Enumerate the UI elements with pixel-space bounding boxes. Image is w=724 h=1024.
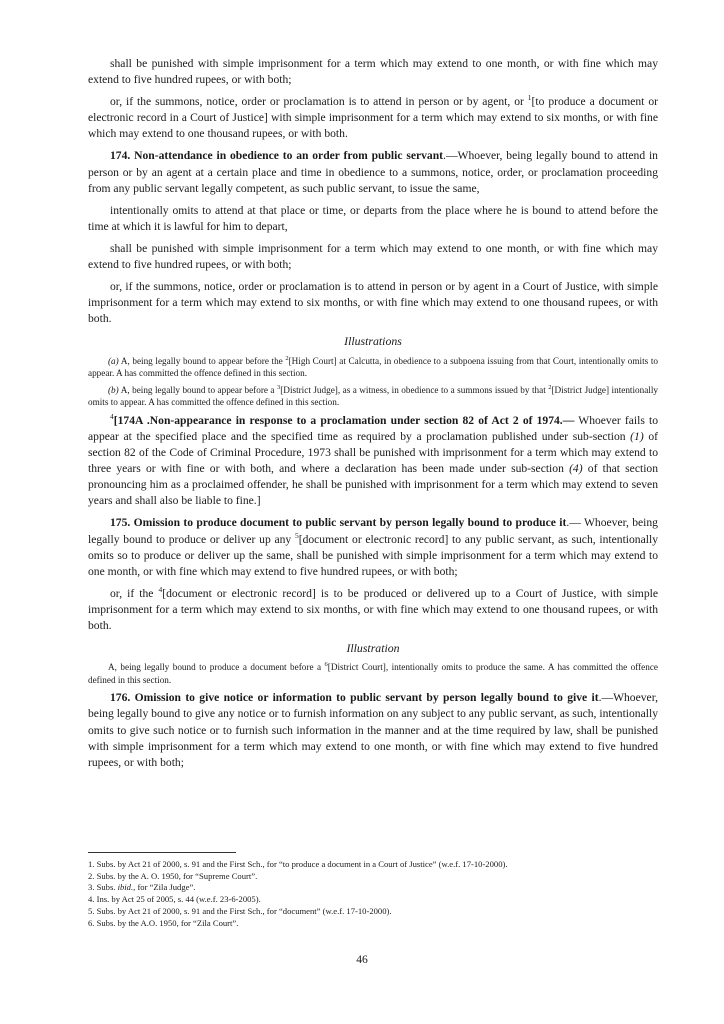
- footnote-5: 5. Subs. by Act 21 of 2000, s. 91 and the First Sch., for “document” (w.e.f. 17-10-2000).: [88, 905, 392, 916]
- footnote-4: 4. Ins. by Act 25 of 2005, s. 44 (w.e.f. 23-6-2005).: [88, 894, 261, 905]
- section-174-title: 174. Non-attendance in obedience to an order from public servant: [110, 149, 444, 163]
- section-175-title: 175. Omission to produce document to public servant by person legally bound to produce it: [110, 516, 567, 530]
- illustrations-heading: Illustrations: [344, 334, 402, 349]
- section-175: 175. Omission to produce document to public servant by person legally bound to produce it.— Whoever, being legally bound to produce or deliver up any $^5$[document or electronic record] to any public servant, as such, intentionally omits so to produce or deliver up the same, shall be punished with simple imprisonment for a term which may extend to one month, or with fine which may extend to five hundred rupees, or with both;: [88, 516, 658, 578]
- section-174a: $^4$[174A .Non-appearance in response to a proclamation under section 82 of Act 2 of 1974.— Whoever fails to appear at the specified place and the specified time as required by a proclamation published under sub-section (1) of section 82 of the Code of Criminal Procedure, 1973 shall be punished with imprisonment for a term which may extend to three years or with fine or with both, and where a declaration has been made under sub-section (4) of that section pronouncing him as a proclaimed offender, he shall be punished with imprisonment for a term which may extend to seven years and shall also be liable to fine.]: [88, 412, 659, 508]
- footnote-ref-2b[interactable]: 2: [548, 383, 552, 391]
- illustration-175: A, being legally bound to produce a document before a $^6$[District Court], intentionally omits to produce the same. A has committed the offence defined in this section.: [88, 661, 658, 685]
- illustration-a: (a) A, being legally bound to appear before the $^2$[High Court] at Calcutta, in obedience to a subpoena issuing from that Court, intentionally omits to appear. A has committed the offence defined in this section.: [88, 354, 658, 379]
- footnote-ref-6[interactable]: 6: [324, 661, 328, 669]
- section-174-para-2: intentionally omits to attend at that place or time, or departs from the place where he is bound to attend before the time at which it is lawful for him to depart,: [88, 203, 658, 233]
- section-174: 174. Non-attendance in obedience to an order from public servant.—Whoever, being legally bound to attend in person or by an agent at a certain place and time in obedience to a summons, notice, order, or proclamation proceeding from any public servant legally competent, as such public servant, to issue the same,: [88, 149, 658, 195]
- page-number: 46: [356, 953, 368, 966]
- section-174-para-3: shall be punished with simple imprisonment for a term which may extend to one month, or with fine which may extend to five hundred rupees, or with both;: [88, 241, 658, 272]
- footnote-ref-4[interactable]: 4: [110, 412, 114, 422]
- footnote-6: 6. Subs. by the A.O. 1950, for “Zila Court”.: [88, 917, 239, 928]
- paragraph-punishment-1: shall be punished with simple imprisonment for a term which may extend to one month, or with fine which may extend to five hundred rupees, or with both;: [88, 57, 658, 87]
- paragraph-summons-court: or, if the summons, notice, order or proclamation is to attend in person or by agent, or $^1$[to produce a document or electronic record in a Court of Justice] with simple imprisonment for a term which may extend to six months, or with fine which may extend to one thousand rupees, or with both.: [88, 93, 658, 141]
- footnote-3: 3. Subs. ibid., for “Zila Judge”.: [88, 882, 196, 893]
- footnote-divider: [88, 852, 236, 853]
- section-174a-title: [174A .Non-appearance in response to a proclamation under section 82 of Act 2 of 1974.—: [113, 413, 575, 427]
- footnote-2: 2. Subs. by the A. O. 1950, for “Supreme Court”.: [88, 870, 258, 881]
- footnote-1: 1. Subs. by Act 21 of 2000, s. 91 and the First Sch., for “to produce a document in a Court of Justice” (w.e.f. 17-10-2000).: [88, 859, 508, 869]
- section-175-para-2: or, if the $^4$[document or electronic record] is to be produced or delivered up to a Court of Justice, with simple imprisonment for a term which may extend to six months, or with fine which may extend to one thousand rupees, or with both.: [88, 584, 658, 632]
- footnote-ref-5[interactable]: 5: [294, 530, 299, 540]
- section-176-title: 176. Omission to give notice or information to public servant by person legally bound to give it: [110, 691, 599, 705]
- footnote-ref-1[interactable]: 1: [527, 93, 532, 103]
- footnote-ref-3[interactable]: 3: [277, 383, 281, 391]
- section-176: 176. Omission to give notice or information to public servant by person legally bound to give it.—Whoever, being legally bound to give any notice or to furnish information on any subject to any public servant, as such, intentionally omits to give such notice or to furnish such information in the manner and at the time required by law, shall be punished with simple imprisonment for a term which may extend to one month, or with fine which may extend to five hundred rupees, or with both;: [88, 691, 658, 769]
- footnote-ref-4b[interactable]: 4: [158, 584, 163, 594]
- illustration-b: (b) A, being legally bound to appear before a $^3$[District Judge], as a witness, in obedience to a summons issued by that $^2$[District Judge] intentionally omits to appear. A has committed the offence defined in this section.: [88, 383, 658, 408]
- footnote-ref-2[interactable]: 2: [285, 354, 289, 362]
- section-174-para-4: or, if the summons, notice, order or proclamation is to attend in person or by agent in a Court of Justice, with simple imprisonment for a term which may extend to six months, or with fine which may extend to one thousand rupees, or with both.: [88, 280, 658, 326]
- footnotes: [88, 859, 658, 929]
- illustration-heading: Illustration: [346, 641, 400, 656]
